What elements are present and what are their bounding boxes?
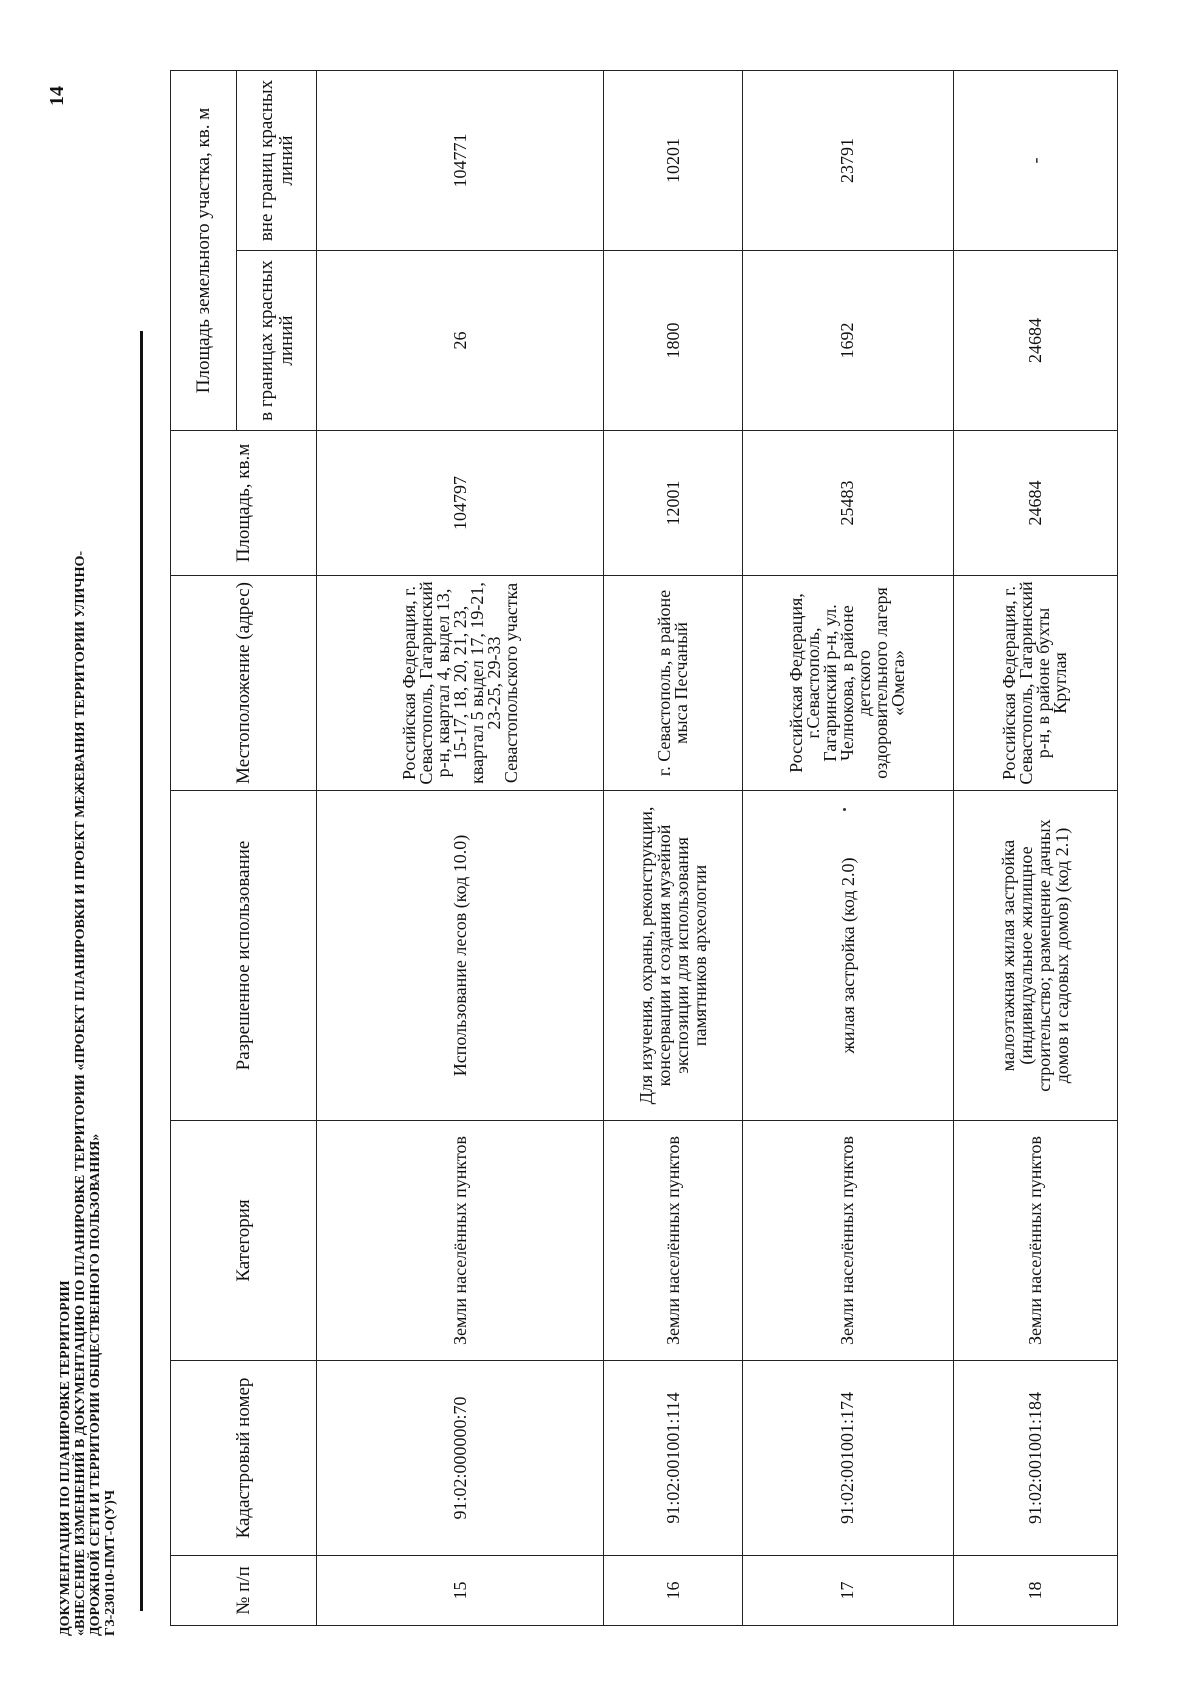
cell-category: Земли населённых пунктов [317, 1121, 604, 1361]
header-num: № п/п [171, 1556, 317, 1626]
cell-permitted-use: Использование лесов (код 10.0) [317, 791, 604, 1121]
cell-permitted-use: Для изучения, охраны, реконструкции, консервации и создания музейной экспозиции для использования памятников археологии [604, 791, 742, 1121]
header-inside-red-lines: в границах красных линий [237, 251, 317, 431]
scan-speck [843, 808, 846, 811]
cell-location: Российская Федерация, г. Севастополь, Гагаринский р-н, в районе бухты Круглая [953, 576, 1117, 791]
cell-location: Российская Федерация, г.Севастополь, Гагаринский р-н, ул. Челнокова, в районе детского оздоровительного лагеря «Омега» [742, 576, 953, 791]
cell-permitted-use: жилая застройка (код 2.0) [742, 791, 953, 1121]
cell-area-inside: 24684 [953, 251, 1117, 431]
table-row [604, 71, 742, 1626]
cell-num: 17 [742, 1556, 953, 1626]
cell-area-inside: 1800 [604, 251, 742, 431]
cell-cadastral-number: 91:02:001001:114 [604, 1361, 742, 1556]
header-cadastral-number: Кадастровый номер [171, 1361, 317, 1556]
cell-cadastral-number: 91:02:000000:70 [317, 1361, 604, 1556]
header-line: «ВНЕСЕНИЕ ИЗМЕНЕНИЙ В ДОКУМЕНТАЦИЮ ПО ПЛАНИРОВКЕ ТЕРРИТОРИИ «ПРОЕКТ ПЛАНИРОВКИ И ПРОЕКТ МЕЖЕВАНИЯ ТЕРРИТОРИИ УЛИЧНО- [73, 550, 88, 1636]
document-header [58, 536, 118, 1636]
page-number: 14 [46, 86, 68, 106]
header-outside-red-lines: вне границ красных линий [237, 71, 317, 251]
header-plot-area-group: Площадь земельного участка, кв. м [171, 71, 237, 431]
table-row [953, 71, 1117, 1626]
cell-area-outside: - [953, 71, 1117, 251]
cell-permitted-use: малоэтажная жилая застройка (индивидуальное жилищное строительство; размещение дачных домов и садовых домов) (код 2.1) [953, 791, 1117, 1121]
table-row [742, 71, 953, 1626]
cell-category: Земли населённых пунктов [953, 1121, 1117, 1361]
cell-area: 24684 [953, 431, 1117, 576]
header-line: ДОРОЖНОЙ СЕТИ И ТЕРРИТОРИИ ОБЩЕСТВЕННОГО ПОЛЬЗОВАНИЯ» [88, 1133, 103, 1636]
header-permitted-use: Разрешенное использование [171, 791, 317, 1121]
cell-cadastral-number: 91:02:001001:184 [953, 1361, 1117, 1556]
header-category: Категория [171, 1121, 317, 1361]
cell-num: 15 [317, 1556, 604, 1626]
cell-area-outside: 10201 [604, 71, 742, 251]
cell-category: Земли населённых пунктов [742, 1121, 953, 1361]
cell-location: Российская Федерация, г. Севастополь, Гагаринский р-н, квартал 4, выдел 13, 15-17, 18, 20, 21, 23, квартал 5 выдел 17, 19-21, 23-25, 29-33 Севастопольского участка [317, 576, 604, 791]
header-area: Площадь, кв.м [171, 431, 317, 576]
cell-area: 25483 [742, 431, 953, 576]
cell-num: 16 [604, 1556, 742, 1626]
header-divider [140, 331, 143, 1611]
cell-area: 104797 [317, 431, 604, 576]
header-line: ГЗ-230110-ПМТ-О(У)Ч [103, 1489, 118, 1636]
cell-cadastral-number: 91:02:001001:174 [742, 1361, 953, 1556]
cell-area-inside: 1692 [742, 251, 953, 431]
header-line: ДОКУМЕНТАЦИЯ ПО ПЛАНИРОВКЕ ТЕРРИТОРИИ [58, 1280, 73, 1636]
cell-num: 18 [953, 1556, 1117, 1626]
cell-area-inside: 26 [317, 251, 604, 431]
cell-location: г. Севастополь, в районе мыса Песчаный [604, 576, 742, 791]
land-plots-table [170, 70, 1118, 1626]
header-location: Местоположение (адрес) [171, 576, 317, 791]
cell-area-outside: 104771 [317, 71, 604, 251]
cell-category: Земли населённых пунктов [604, 1121, 742, 1361]
table-row [317, 71, 604, 1626]
cell-area: 12001 [604, 431, 742, 576]
cell-area-outside: 23791 [742, 71, 953, 251]
